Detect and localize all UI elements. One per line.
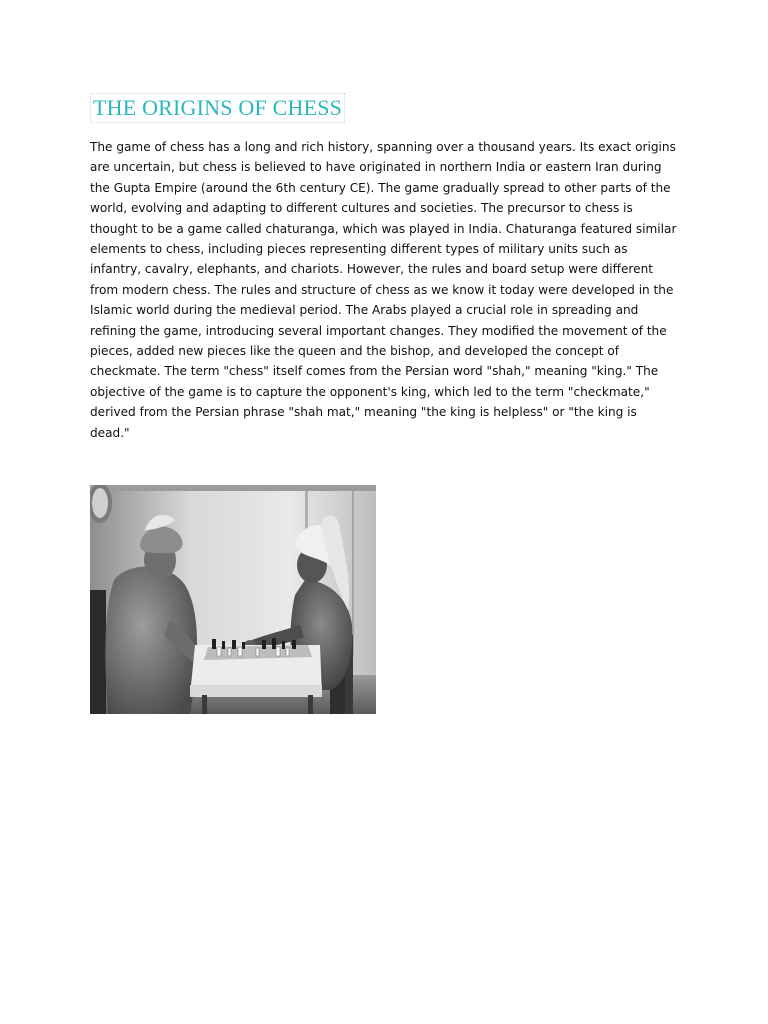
body-paragraph: The game of chess has a long and rich history, spanning over a thousand years. Its exact origins are uncertain, but chess is believed to have originated in northern India or eastern Iran during the Gupta Empire (around the 6th century CE). The game gradually spread to other parts of the world, evolving and adapting to different cultures and societies. The precursor to chess is thought to be a game called chaturanga, which was played in India. Chaturanga featured similar elements to chess, including pieces representing different types of military units such as infantry, cavalry, elephants, and chariots. However, the rules and board setup were different from modern chess. The rules and structure of chess as we know it today were developed in the Islamic world during the medieval period. The Arabs played a crucial role in spreading and refining the game, introducing several important changes. They modified the movement of the pieces, added new pieces like the queen and the bishop, and developed the concept of checkmate. The term "chess" itself comes from the Persian word "shah," meaning "king." The objective of the game is to capture the opponent's king, which led to the term "checkmate," derived from the Persian phrase "shah mat," meaning "the king is helpless" or "the king is dead." xyxy=(90,140,677,440)
page-title: THE ORIGINS OF CHESS xyxy=(90,93,345,123)
chess-players-photo xyxy=(90,485,376,714)
